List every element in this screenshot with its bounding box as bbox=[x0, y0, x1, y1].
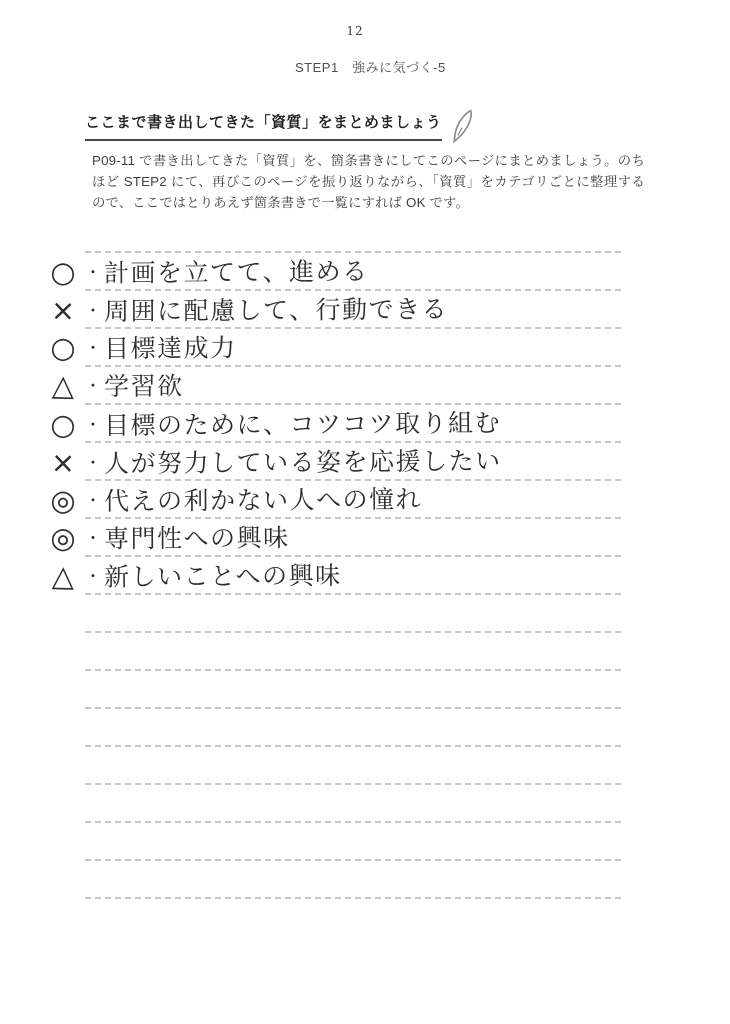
note-text: 目標達成力 bbox=[103, 334, 237, 364]
note-text: 計画を立てて、進める bbox=[103, 257, 369, 288]
intro-paragraph: P09-11 で書き出してきた「資質」を、箇条書きにしてこのページにまとめましょう。のちほど STEP2 にて、再びこのページを振り返りながら、「資質」をカテゴリごとに整理するので、ここではとりあえず箇条書きで一覧にすれば OK です。 bbox=[92, 153, 645, 210]
ruled-line bbox=[85, 707, 621, 709]
note-text: 新しいことへの興味 bbox=[103, 561, 342, 592]
note-mark: △ bbox=[51, 558, 75, 594]
note-text: 代えの利かない人への憧れ bbox=[103, 485, 423, 516]
ruled-line bbox=[85, 745, 621, 747]
note-mark: △ bbox=[51, 368, 75, 403]
note-row bbox=[42, 327, 237, 366]
note-bullet: ・ bbox=[84, 339, 102, 357]
ruled-line bbox=[85, 859, 621, 861]
note-bullet: ・ bbox=[84, 529, 102, 548]
note-row bbox=[42, 517, 290, 557]
note-text: 人が努力している姿を応援したい bbox=[103, 447, 502, 479]
ruled-line bbox=[85, 897, 621, 899]
page-number: 12 bbox=[346, 24, 364, 38]
note-mark: ○ bbox=[49, 254, 77, 290]
note-bullet: ・ bbox=[84, 568, 102, 586]
note-row bbox=[42, 440, 502, 481]
note-text: 目標のために、コツコツ取り組む bbox=[103, 409, 502, 441]
note-mark: ○ bbox=[49, 330, 77, 365]
note-bullet: ・ bbox=[84, 492, 102, 510]
note-bullet: ・ bbox=[84, 416, 102, 434]
note-mark: ◎ bbox=[49, 482, 77, 518]
note-row bbox=[42, 251, 369, 291]
note-text: 専門性への興味 bbox=[103, 524, 290, 554]
note-bullet: ・ bbox=[84, 302, 102, 320]
note-row bbox=[42, 366, 184, 405]
note-bullet: ・ bbox=[84, 454, 102, 472]
ruled-line bbox=[85, 821, 621, 823]
note-row bbox=[42, 402, 501, 443]
note-row bbox=[42, 479, 422, 520]
note-mark: × bbox=[50, 292, 76, 328]
note-bullet: ・ bbox=[84, 377, 102, 395]
note-text: 学習欲 bbox=[103, 372, 184, 402]
note-mark: ○ bbox=[49, 407, 77, 442]
section-heading: ここまで書き出してきた「資質」をまとめましょう bbox=[85, 111, 442, 141]
ruled-line bbox=[85, 631, 621, 633]
note-row bbox=[42, 555, 342, 595]
step-header: STEP1 強みに気づく-5 bbox=[295, 60, 446, 75]
ruled-line bbox=[85, 783, 621, 785]
note-row bbox=[42, 289, 448, 330]
note-bullet: ・ bbox=[84, 264, 102, 282]
note-text: 周囲に配慮して、行動できる bbox=[103, 295, 449, 326]
note-mark: × bbox=[50, 445, 76, 480]
ruled-line bbox=[85, 669, 621, 671]
note-mark: ◎ bbox=[49, 520, 77, 556]
